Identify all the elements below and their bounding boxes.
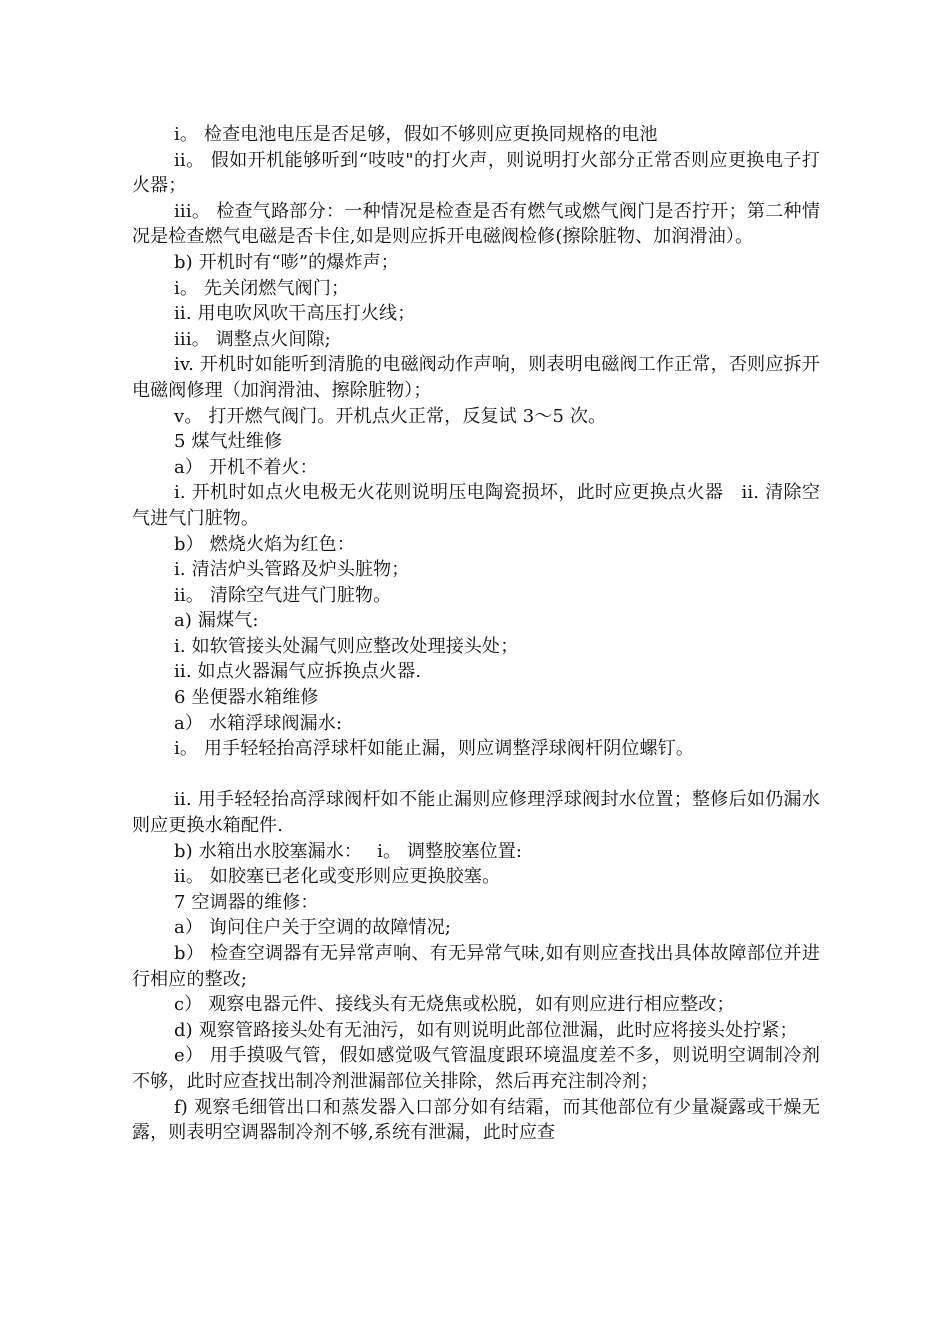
paragraph: c） 观察电器元件、接线头有无烧焦或松脱，如有则应进行相应整改； (174, 994, 735, 1016)
paragraph: i。 先关闭燃气阀门； (174, 277, 350, 299)
paragraph: a） 水箱浮球阀漏水: (174, 712, 343, 734)
paragraph: a) 漏煤气: (174, 610, 259, 632)
document-body (132, 122, 820, 1146)
paragraph: a） 询问住户关于空调的故障情况; (174, 917, 452, 939)
paragraph: b） 燃烧火焰为红色： (174, 533, 355, 555)
blank-line (132, 762, 820, 788)
paragraph: i. 开机时如点火电极无火花则说明压电陶瓷损坏，此时应更换点火器 ii. 清除空气进气门脏物。 (132, 482, 820, 529)
paragraph: iii。 检查气路部分：一种情况是检查是否有燃气或燃气阀门是否拧开；第二种情况是检查燃气电磁是否卡住,如是则应拆开电磁阀检修(擦除脏物、加润滑油）。 (132, 200, 820, 248)
paragraph: v。 打开燃气阀门。开机点火正常，反复试 3～5 次。 (174, 405, 607, 427)
paragraph: ii。 清除空气进气门脏物。 (174, 584, 392, 606)
paragraph: ii. 用电吹风吹干高压打火线； (174, 303, 416, 325)
section-heading: 5 煤气灶维修 (174, 431, 283, 453)
paragraph: b) 开机时有“嘭”的爆炸声； (174, 251, 399, 273)
paragraph: i. 如软管接头处漏气则应整改处理接头处； (174, 635, 519, 657)
paragraph: i. 清洁炉头管路及炉头脏物； (174, 559, 410, 581)
paragraph: b） 检查空调器有无异常声响、有无异常气味,如有则应查找出具体故障部位并进行相应的整改; (132, 943, 820, 990)
paragraph: e） 用手摸吸气管，假如感觉吸气管温度跟环境温度差不多，则说明空调制冷剂不够，此时应查找出制冷剂泄漏部位关排除，然后再充注制冷剂； (132, 1045, 820, 1092)
paragraph: i。 检查电池电压是否足够，假如不够则应更换同规格的电池 (174, 124, 658, 145)
paragraph: ii。 假如开机能够听到“吱吱"的打火声，则说明打火部分正常否则应更换电子打火器； (132, 149, 820, 197)
paragraph: b) 水箱出水胶塞漏水： i。 调整胶塞位置: (174, 840, 523, 862)
paragraph: f) 观察毛细管出口和蒸发器入口部分如有结霜，而其他部位有少量凝露或干燥无露，则表明空调器制冷剂不够,系统有泄漏，此时应查 (132, 1096, 820, 1144)
paragraph: i。 用手轻轻抬高浮球杆如能止漏，则应调整浮球阀杆阴位螺钉。 (174, 738, 694, 760)
paragraph: ii. 如点火器漏气应拆换点火器. (174, 661, 422, 683)
section-heading: 7 空调器的维修： (174, 891, 319, 913)
section-heading: 6 坐便器水箱维修 (174, 687, 319, 709)
paragraph: iii。 调整点火间隙; (174, 328, 331, 350)
paragraph: a） 开机不着火： (174, 456, 318, 478)
paragraph: d) 观察管路接头处有无油污，如有则说明此部位泄漏，此时应将接头处拧紧； (174, 1019, 798, 1041)
paragraph: ii。 如胶塞已老化或变形则应更换胶塞。 (174, 866, 501, 888)
paragraph: iv. 开机时如能听到清脆的电磁阀动作声响，则表明电磁阀工作正常，否则应拆开电磁阀修理（加润滑油、擦除脏物）； (132, 354, 820, 401)
paragraph: ii. 用手轻轻抬高浮球阀杆如不能止漏则应修理浮球阀封水位置；整修后如仍漏水则应更换水箱配件. (132, 789, 820, 837)
